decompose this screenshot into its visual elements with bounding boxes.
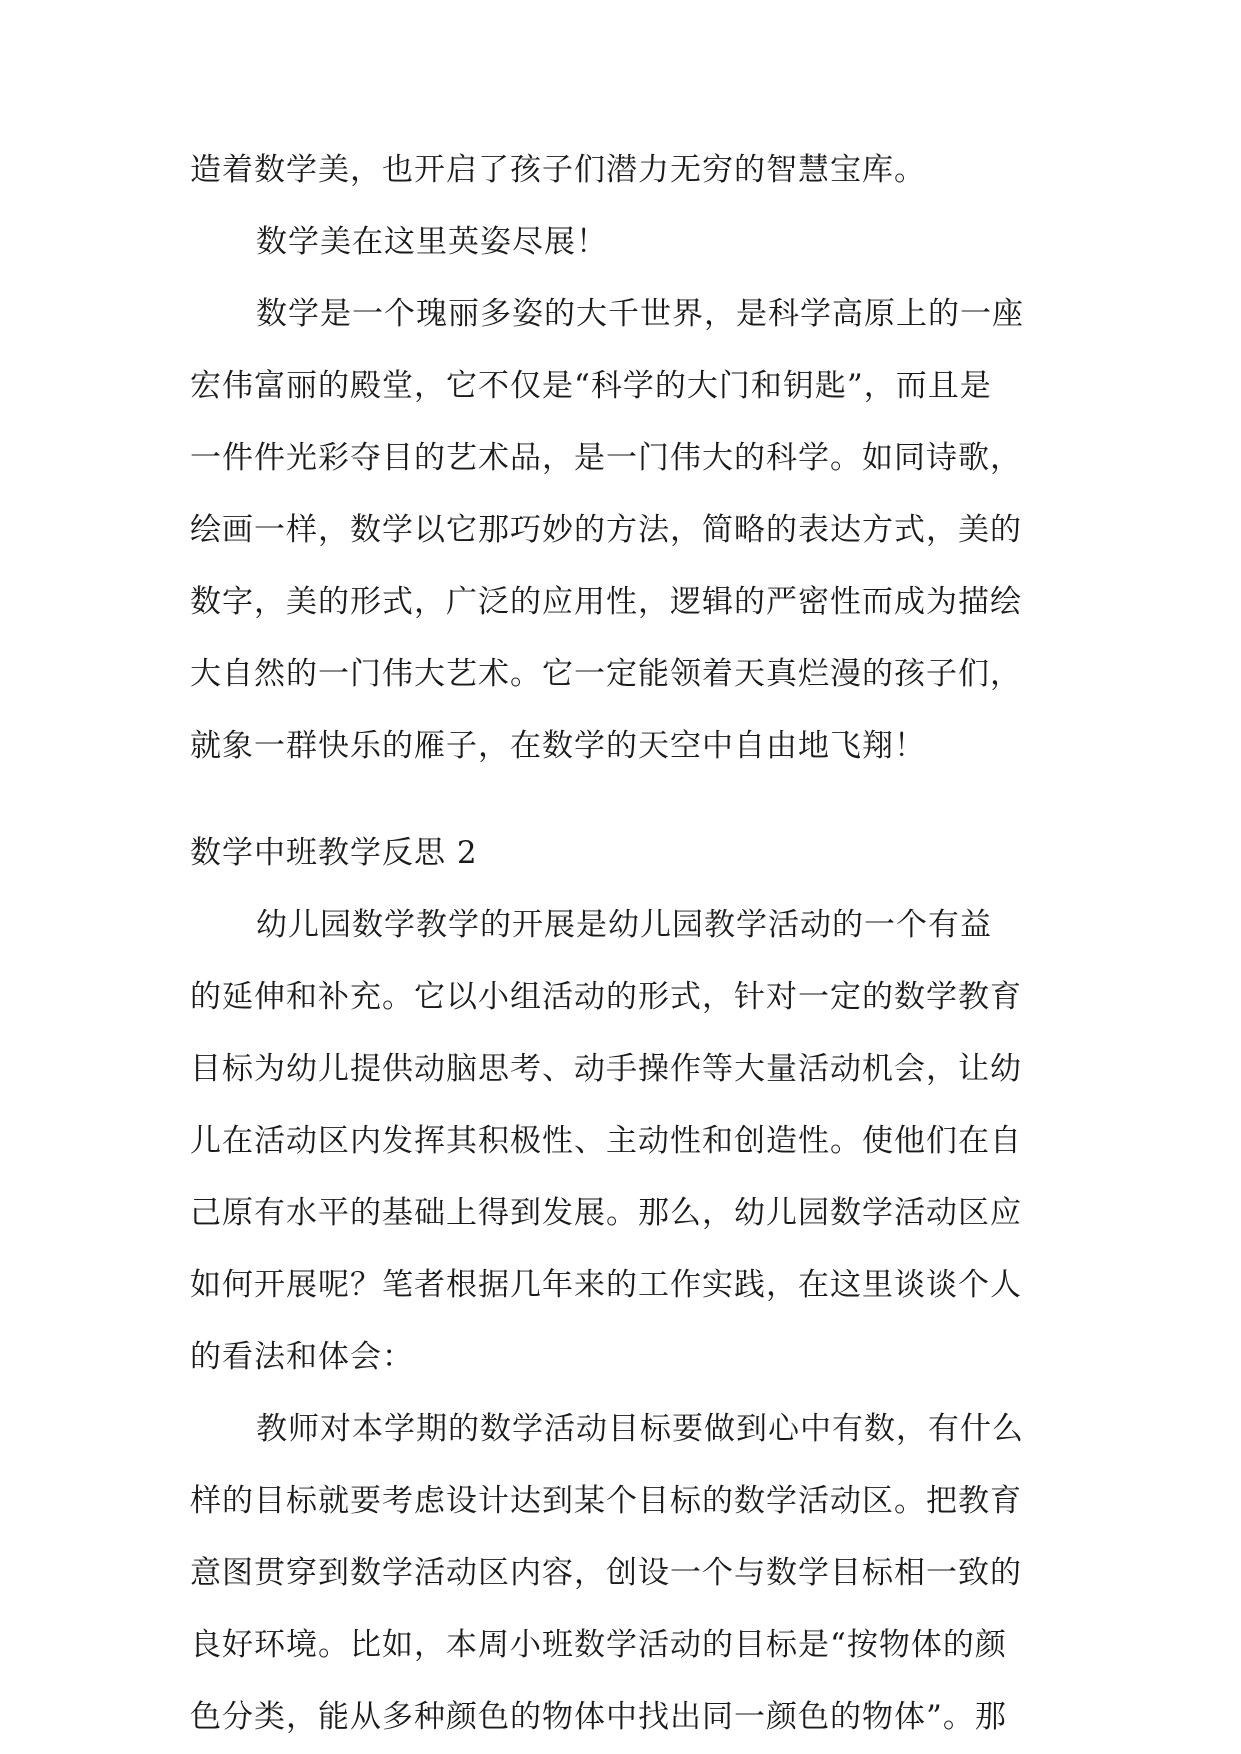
text-line: 数学美在这里英姿尽展！ bbox=[256, 224, 608, 260]
text-line: 绘画一样，数学以它那巧妙的方法，简略的表达方式，美的 bbox=[190, 512, 1022, 548]
text-line: 目标为幼儿提供动脑思考、动手操作等大量活动机会，让幼 bbox=[190, 1051, 1022, 1087]
text-line: 就象一群快乐的雁子，在数学的天空中自由地飞翔！ bbox=[190, 728, 926, 764]
text-line: 色分类，能从多种颜色的物体中找出同一颜色的物体”。那 bbox=[190, 1699, 1007, 1735]
text-line: 样的目标就要考虑设计达到某个目标的数学活动区。把教育 bbox=[190, 1483, 1022, 1519]
text-line: 的看法和体会： bbox=[190, 1339, 414, 1375]
text-line: 儿在活动区内发挥其积极性、主动性和创造性。使他们在自 bbox=[190, 1123, 1022, 1159]
text-line: 一件件光彩夺目的艺术品，是一门伟大的科学。如同诗歌， bbox=[190, 440, 1022, 476]
text-line: 教师对本学期的数学活动目标要做到心中有数，有什么 bbox=[256, 1411, 1024, 1447]
text-line: 大自然的一门伟大艺术。它一定能领着天真烂漫的孩子们， bbox=[190, 656, 1022, 692]
text-line: 幼儿园数学教学的开展是幼儿园教学活动的一个有益 bbox=[256, 907, 992, 943]
text-line: 数学是一个瑰丽多姿的大千世界，是科学高原上的一座 bbox=[256, 296, 1024, 332]
text-line: 造着数学美，也开启了孩子们潜力无穷的智慧宝库。 bbox=[190, 152, 926, 188]
text-line: 的延伸和补充。它以小组活动的形式，针对一定的数学教育 bbox=[190, 979, 1022, 1015]
text-line: 己原有水平的基础上得到发展。那么，幼儿园数学活动区应 bbox=[190, 1195, 1022, 1231]
section-heading: 数学中班教学反思 2 bbox=[190, 835, 478, 871]
text-line: 良好环境。比如，本周小班数学活动的目标是“按物体的颜 bbox=[190, 1627, 1007, 1663]
text-line: 意图贯穿到数学活动区内容，创设一个与数学目标相一致的 bbox=[190, 1555, 1022, 1591]
text-line: 如何开展呢？笔者根据几年来的工作实践，在这里谈谈个人 bbox=[190, 1267, 1022, 1303]
text-line: 数字，美的形式，广泛的应用性，逻辑的严密性而成为描绘 bbox=[190, 584, 1022, 620]
text-line: 宏伟富丽的殿堂，它不仅是“科学的大门和钥匙”，而且是 bbox=[190, 368, 992, 404]
